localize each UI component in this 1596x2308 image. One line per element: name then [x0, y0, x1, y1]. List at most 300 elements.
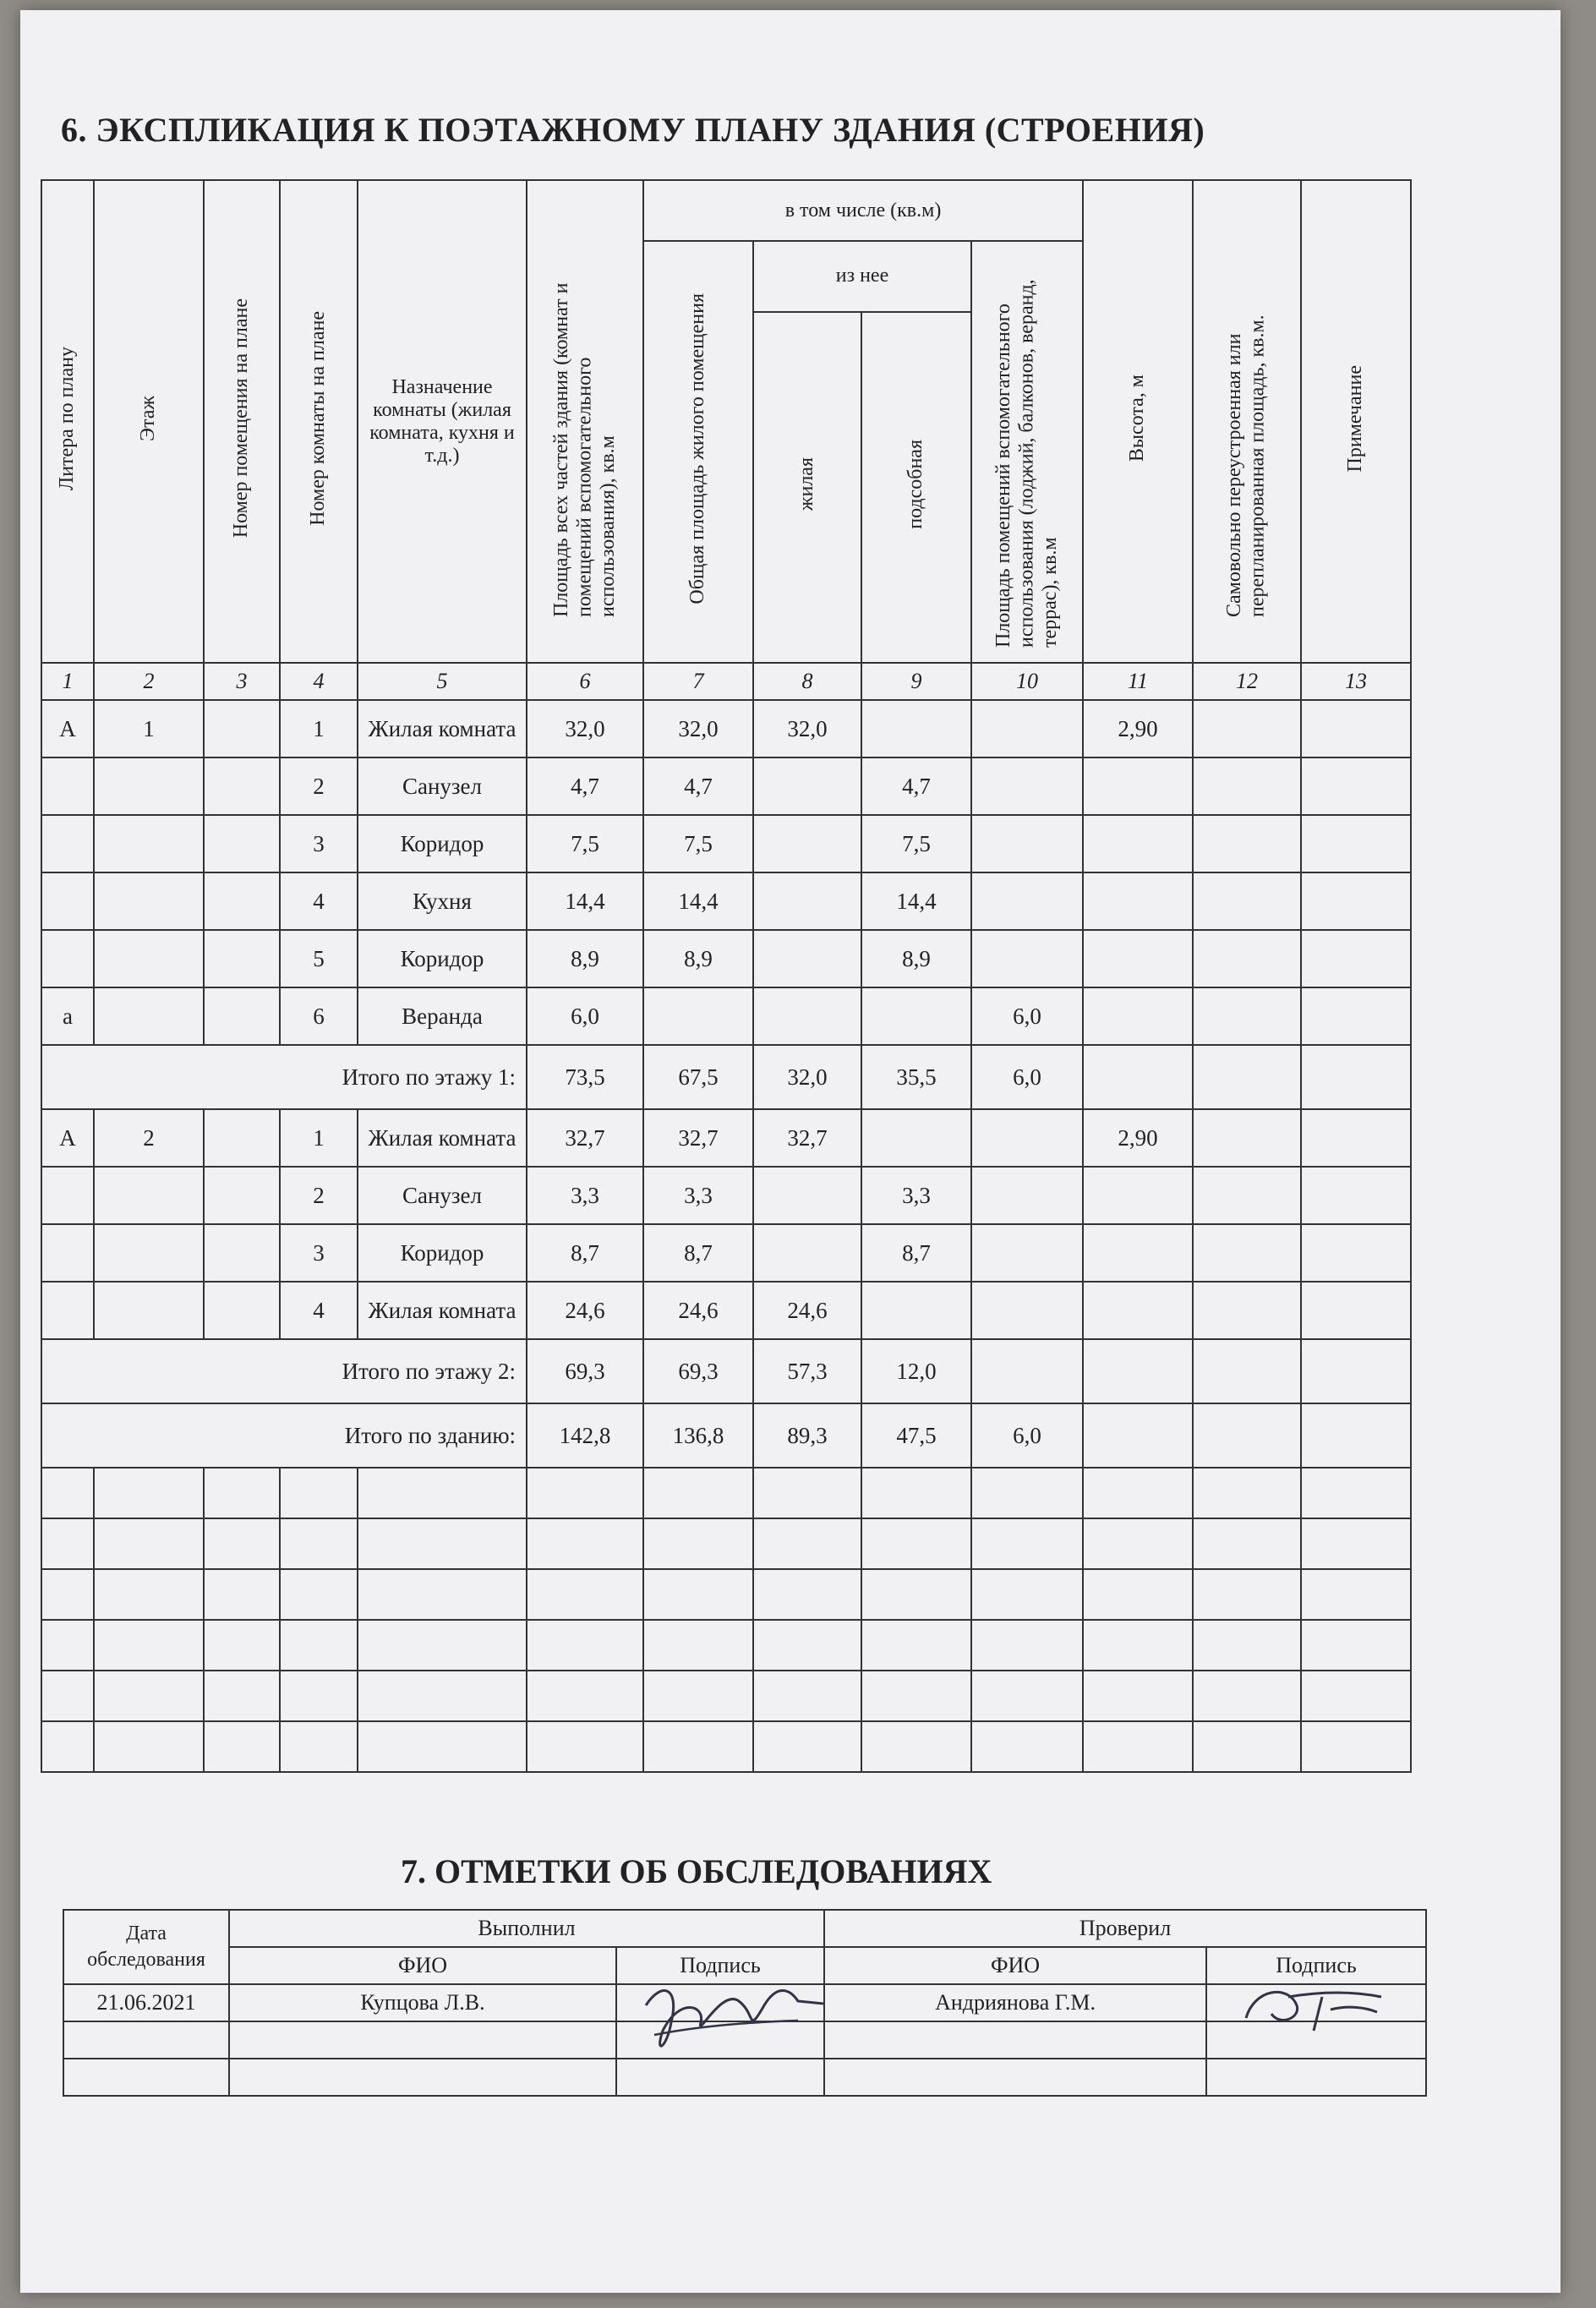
- cell: [41, 1721, 94, 1772]
- col-num: 9: [861, 663, 971, 700]
- cell-purpose: Санузел: [358, 757, 527, 815]
- col-num: 8: [753, 663, 861, 700]
- cell: [1301, 1468, 1411, 1518]
- empty-row: [41, 1569, 1411, 1620]
- cell-premise: [204, 987, 280, 1045]
- cell-c10: [971, 930, 1083, 987]
- cell-purpose: Кухня: [358, 872, 527, 930]
- cell-c7: 32,7: [643, 1109, 753, 1167]
- cell-room: 1: [280, 1109, 358, 1167]
- cell-c11: [1083, 930, 1193, 987]
- cell: [1301, 1282, 1411, 1339]
- cell: [971, 1569, 1083, 1620]
- cell: [1083, 1339, 1193, 1403]
- cell-c8: [753, 1167, 861, 1224]
- cell-purpose: Жилая комната: [358, 1109, 527, 1167]
- total-value: 6,0: [971, 1045, 1083, 1109]
- total-value: 89,3: [753, 1403, 861, 1468]
- cell: [1193, 1468, 1301, 1518]
- cell-purpose: Жилая комната: [358, 700, 527, 757]
- cell-premise: [204, 1167, 280, 1224]
- cell: [1083, 1403, 1193, 1468]
- cell-room: 1: [280, 700, 358, 757]
- cell-litera: [41, 872, 94, 930]
- cell-c9: 14,4: [861, 872, 971, 930]
- cell: [527, 1518, 643, 1569]
- cell: [861, 1721, 971, 1772]
- cell-c10: [971, 1167, 1083, 1224]
- cell: [1193, 1518, 1301, 1569]
- cell: [41, 1468, 94, 1518]
- cell: [1301, 930, 1411, 987]
- cell: [753, 1518, 861, 1569]
- cell: [861, 1569, 971, 1620]
- total-value: 69,3: [643, 1339, 753, 1403]
- cell: [1193, 815, 1301, 872]
- cell: [204, 1721, 280, 1772]
- cell: [1193, 1721, 1301, 1772]
- cell-c8: 24,6: [753, 1282, 861, 1339]
- total-value: 12,0: [861, 1339, 971, 1403]
- performer-signature-header: Подпись: [616, 1947, 824, 1984]
- checker-name: Андриянова Г.М.: [824, 1984, 1206, 2021]
- total-label: Итого по этажу 1:: [41, 1045, 527, 1109]
- empty-row: [41, 1721, 1411, 1772]
- empty-row: [41, 1518, 1411, 1569]
- header-litera: Литера по плану: [41, 180, 94, 663]
- cell-premise: [204, 757, 280, 815]
- cell-c10: [971, 815, 1083, 872]
- cell: [94, 1468, 204, 1518]
- cell: [41, 1569, 94, 1620]
- cell: [1083, 1620, 1193, 1671]
- cell-c8: [753, 1224, 861, 1282]
- cell: [971, 1620, 1083, 1671]
- cell: [527, 1468, 643, 1518]
- cell-c11: [1083, 1282, 1193, 1339]
- cell: [94, 1721, 204, 1772]
- cell-c10: [971, 700, 1083, 757]
- cell-purpose: Веранда: [358, 987, 527, 1045]
- header-living: жилая: [753, 312, 861, 663]
- total-value: 32,0: [753, 1045, 861, 1109]
- cell: [1301, 1224, 1411, 1282]
- header-of-which: из нее: [753, 241, 971, 312]
- cell-c6: 32,0: [527, 700, 643, 757]
- cell-floor: [94, 815, 204, 872]
- cell-purpose: Жилая комната: [358, 1282, 527, 1339]
- cell: [971, 1518, 1083, 1569]
- header-incl-group: в том числе (кв.м): [643, 180, 1083, 241]
- cell-purpose: Коридор: [358, 930, 527, 987]
- cell: [1083, 1721, 1193, 1772]
- header-floor: Этаж: [94, 180, 204, 663]
- cell-c9: 4,7: [861, 757, 971, 815]
- cell-purpose: Коридор: [358, 815, 527, 872]
- cell-room: 5: [280, 930, 358, 987]
- col-num: 13: [1301, 663, 1411, 700]
- cell: [643, 1671, 753, 1721]
- cell: [1083, 1518, 1193, 1569]
- header-aux-use: Площадь помещений вспомогательного использования (лоджий, балконов, веранд, террас), кв.м: [971, 241, 1083, 663]
- date-header: Дата обследования: [63, 1910, 229, 1984]
- cell-c6: 7,5: [527, 815, 643, 872]
- cell: [643, 1721, 753, 1772]
- cell: [280, 1518, 358, 1569]
- cell: [1301, 1167, 1411, 1224]
- cell-c9: [861, 1109, 971, 1167]
- total-value: 69,3: [527, 1339, 643, 1403]
- cell: [1083, 1671, 1193, 1721]
- cell-c9: 8,7: [861, 1224, 971, 1282]
- cell-c6: 8,9: [527, 930, 643, 987]
- performer-signature-scribble: [629, 1955, 832, 2065]
- cell-purpose: Санузел: [358, 1167, 527, 1224]
- cell-litera: А: [41, 700, 94, 757]
- cell: [643, 1518, 753, 1569]
- cell: [643, 1468, 753, 1518]
- cell: [1193, 757, 1301, 815]
- cell: [861, 1468, 971, 1518]
- cell: [1193, 1045, 1301, 1109]
- table-row: [41, 1282, 1411, 1339]
- col-num: 1: [41, 663, 94, 700]
- table-row: [41, 987, 1411, 1045]
- cell: [527, 1620, 643, 1671]
- cell: [1193, 1167, 1301, 1224]
- cell: [1301, 1339, 1411, 1403]
- cell: [1193, 987, 1301, 1045]
- empty-row: [41, 1468, 1411, 1518]
- floor-2-rows: [41, 1109, 1411, 1339]
- cell-c10: [971, 757, 1083, 815]
- cell-c7: 8,9: [643, 930, 753, 987]
- floor-1-rows: [41, 700, 1411, 1045]
- cell-c8: [753, 757, 861, 815]
- cell-c7: [643, 987, 753, 1045]
- cell-c11: 2,90: [1083, 700, 1193, 757]
- cell-premise: [204, 1282, 280, 1339]
- cell: [1193, 1224, 1301, 1282]
- cell-c10: [971, 872, 1083, 930]
- checker-fio-header: ФИО: [824, 1947, 1206, 1984]
- cell: [358, 1468, 527, 1518]
- cell-premise: [204, 1109, 280, 1167]
- cell: [861, 1518, 971, 1569]
- cell: [358, 1569, 527, 1620]
- table-row: [41, 872, 1411, 930]
- cell: [358, 1671, 527, 1721]
- cell: [1301, 1518, 1411, 1569]
- cell-c10: [971, 1109, 1083, 1167]
- cell-c11: [1083, 815, 1193, 872]
- total-label: Итого по зданию:: [41, 1403, 527, 1468]
- cell: [1193, 700, 1301, 757]
- cell: [527, 1671, 643, 1721]
- cell: [861, 1620, 971, 1671]
- cell: [1083, 1045, 1193, 1109]
- performer-fio-header: ФИО: [229, 1947, 616, 1984]
- cell: [280, 1671, 358, 1721]
- section-7-title: 7. ОТМЕТКИ ОБ ОБСЛЕДОВАНИЯХ: [401, 1852, 992, 1890]
- cell-c9: [861, 987, 971, 1045]
- cell: [753, 1620, 861, 1671]
- total-value: 67,5: [643, 1045, 753, 1109]
- table-row: [41, 1109, 1411, 1167]
- cell-litera: [41, 815, 94, 872]
- cell-c9: 8,9: [861, 930, 971, 987]
- header-height: Высота, м: [1083, 180, 1193, 663]
- cell-premise: [204, 930, 280, 987]
- cell: [1083, 1569, 1193, 1620]
- header-note: Примечание: [1301, 180, 1411, 663]
- cell-c11: [1083, 1224, 1193, 1282]
- cell: [280, 1468, 358, 1518]
- cell: [1193, 1109, 1301, 1167]
- table-row: [41, 815, 1411, 872]
- cell-floor: [94, 1282, 204, 1339]
- cell: [41, 1518, 94, 1569]
- cell-c8: [753, 987, 861, 1045]
- cell-c7: 8,7: [643, 1224, 753, 1282]
- cell: [280, 1620, 358, 1671]
- cell-c7: 32,0: [643, 700, 753, 757]
- cell-c7: 4,7: [643, 757, 753, 815]
- document-sheet: [20, 10, 1560, 2293]
- empty-row: [41, 1620, 1411, 1671]
- total-value: 35,5: [861, 1045, 971, 1109]
- cell: [358, 1721, 527, 1772]
- cell: [643, 1569, 753, 1620]
- table-row: [41, 930, 1411, 987]
- cell: [1301, 872, 1411, 930]
- total-value: [971, 1339, 1083, 1403]
- header-premise-no: Номер помещения на плане: [204, 180, 280, 663]
- cell-c6: 6,0: [527, 987, 643, 1045]
- cell-room: 2: [280, 757, 358, 815]
- total-value: 142,8: [527, 1403, 643, 1468]
- cell: [1193, 1403, 1301, 1468]
- table-row: [41, 700, 1411, 757]
- section-6-title: 6. ЭКСПЛИКАЦИЯ К ПОЭТАЖНОМУ ПЛАНУ ЗДАНИЯ (СТРОЕНИЯ): [61, 111, 1205, 149]
- total-value: 6,0: [971, 1403, 1083, 1468]
- total-label: Итого по этажу 2:: [41, 1339, 527, 1403]
- cell: [94, 1620, 204, 1671]
- cell-floor: [94, 930, 204, 987]
- cell-room: 4: [280, 872, 358, 930]
- cell: [41, 1620, 94, 1671]
- cell: [1193, 1282, 1301, 1339]
- cell-c7: 14,4: [643, 872, 753, 930]
- cell-c7: 3,3: [643, 1167, 753, 1224]
- cell-c10: [971, 1282, 1083, 1339]
- cell-floor: [94, 757, 204, 815]
- performer-name: Купцова Л.В.: [229, 1984, 616, 2021]
- cell: [971, 1468, 1083, 1518]
- cell: [204, 1620, 280, 1671]
- cell-litera: [41, 1224, 94, 1282]
- col-num: 10: [971, 663, 1083, 700]
- cell-floor: 1: [94, 700, 204, 757]
- cell-floor: 2: [94, 1109, 204, 1167]
- cell-room: 2: [280, 1167, 358, 1224]
- floor-2-total-row: [41, 1339, 1411, 1403]
- cell-c7: 7,5: [643, 815, 753, 872]
- cell: [204, 1518, 280, 1569]
- cell: [1193, 930, 1301, 987]
- cell: [1083, 1468, 1193, 1518]
- header-row-1: [41, 180, 1411, 241]
- cell-c10: 6,0: [971, 987, 1083, 1045]
- cell-litera: [41, 930, 94, 987]
- cell: [94, 1569, 204, 1620]
- cell: [1301, 1109, 1411, 1167]
- cell-premise: [204, 872, 280, 930]
- total-value: 47,5: [861, 1403, 971, 1468]
- cell-c9: [861, 1282, 971, 1339]
- floor-1-total-row: [41, 1045, 1411, 1109]
- cell-litera: А: [41, 1109, 94, 1167]
- cell: [1301, 1045, 1411, 1109]
- cell-c6: 32,7: [527, 1109, 643, 1167]
- cell-c11: [1083, 757, 1193, 815]
- cell-c8: 32,0: [753, 700, 861, 757]
- cell-c8: [753, 872, 861, 930]
- cell: [41, 1671, 94, 1721]
- cell-litera: а: [41, 987, 94, 1045]
- cell-room: 3: [280, 1224, 358, 1282]
- col-num: 6: [527, 663, 643, 700]
- cell-c8: 32,7: [753, 1109, 861, 1167]
- empty-rows: [41, 1468, 1411, 1772]
- empty-row: [41, 1671, 1411, 1721]
- cell-c9: 3,3: [861, 1167, 971, 1224]
- cell: [94, 1518, 204, 1569]
- cell-c9: 7,5: [861, 815, 971, 872]
- cell-purpose: Коридор: [358, 1224, 527, 1282]
- col-num: 2: [94, 663, 204, 700]
- cell: [1301, 757, 1411, 815]
- cell-premise: [204, 815, 280, 872]
- survey-date: 21.06.2021: [63, 1984, 229, 2021]
- checker-signature-scribble: [1229, 1972, 1398, 2039]
- cell: [1193, 872, 1301, 930]
- header-purpose: Назначение комнаты (жилая комната, кухня и т.д.): [358, 180, 527, 663]
- col-num: 4: [280, 663, 358, 700]
- checked-header: Проверил: [824, 1910, 1426, 1947]
- cell-room: 3: [280, 815, 358, 872]
- header-area-all: Площадь всех частей здания (комнат и помещений вспомогательного использования), кв.м: [527, 180, 643, 663]
- header-unauthorized: Самовольно переустроенная или перепланированная площадь, кв.м.: [1193, 180, 1301, 663]
- cell: [1301, 1403, 1411, 1468]
- building-total-row: [41, 1403, 1411, 1468]
- cell-c9: [861, 700, 971, 757]
- cell-floor: [94, 987, 204, 1045]
- cell-c7: 24,6: [643, 1282, 753, 1339]
- cell: [753, 1569, 861, 1620]
- cell-litera: [41, 1167, 94, 1224]
- table-row: [41, 1224, 1411, 1282]
- col-num: 3: [204, 663, 280, 700]
- explication-table: [41, 179, 1412, 1773]
- cell: [971, 1721, 1083, 1772]
- survey-header-1: [63, 1910, 1426, 1947]
- cell-premise: [204, 1224, 280, 1282]
- total-value: 57,3: [753, 1339, 861, 1403]
- checker-signature-header: Подпись: [1206, 1947, 1426, 1984]
- cell-c6: 24,6: [527, 1282, 643, 1339]
- cell: [1193, 1339, 1301, 1403]
- cell: [1301, 1671, 1411, 1721]
- cell-c11: [1083, 872, 1193, 930]
- col-num: 7: [643, 663, 753, 700]
- column-numbers-row: [41, 663, 1411, 700]
- cell-room: 4: [280, 1282, 358, 1339]
- cell: [1193, 1620, 1301, 1671]
- cell: [1301, 1569, 1411, 1620]
- cell: [1193, 1569, 1301, 1620]
- cell-c11: [1083, 1167, 1193, 1224]
- cell-c6: 3,3: [527, 1167, 643, 1224]
- cell: [1301, 700, 1411, 757]
- cell-room: 6: [280, 987, 358, 1045]
- cell: [971, 1671, 1083, 1721]
- cell-c6: 14,4: [527, 872, 643, 930]
- col-num: 5: [358, 663, 527, 700]
- cell: [1301, 987, 1411, 1045]
- header-auxiliary: подсобная: [861, 312, 971, 663]
- col-num: 12: [1193, 663, 1301, 700]
- cell: [753, 1671, 861, 1721]
- col-num: 11: [1083, 663, 1193, 700]
- cell-c6: 4,7: [527, 757, 643, 815]
- header-total-living: Общая площадь жилого помещения: [643, 241, 753, 663]
- cell: [94, 1671, 204, 1721]
- cell-floor: [94, 1167, 204, 1224]
- header-room-no: Номер комнаты на плане: [280, 180, 358, 663]
- cell-c8: [753, 930, 861, 987]
- total-value: 73,5: [527, 1045, 643, 1109]
- total-value: 136,8: [643, 1403, 753, 1468]
- cell: [753, 1721, 861, 1772]
- cell: [861, 1671, 971, 1721]
- cell: [280, 1569, 358, 1620]
- cell-c6: 8,7: [527, 1224, 643, 1282]
- cell: [527, 1569, 643, 1620]
- cell: [1301, 1620, 1411, 1671]
- cell: [204, 1671, 280, 1721]
- cell-c11: [1083, 987, 1193, 1045]
- table-row: [41, 1167, 1411, 1224]
- cell: [1193, 1671, 1301, 1721]
- cell: [527, 1721, 643, 1772]
- cell: [280, 1721, 358, 1772]
- cell-premise: [204, 700, 280, 757]
- cell-litera: [41, 757, 94, 815]
- cell-c11: 2,90: [1083, 1109, 1193, 1167]
- cell-floor: [94, 1224, 204, 1282]
- cell-floor: [94, 872, 204, 930]
- cell: [204, 1468, 280, 1518]
- cell-litera: [41, 1282, 94, 1339]
- cell: [1301, 815, 1411, 872]
- performed-header: Выполнил: [229, 1910, 824, 1947]
- cell: [1301, 1721, 1411, 1772]
- cell: [643, 1620, 753, 1671]
- cell: [204, 1569, 280, 1620]
- cell: [753, 1468, 861, 1518]
- table-row: [41, 757, 1411, 815]
